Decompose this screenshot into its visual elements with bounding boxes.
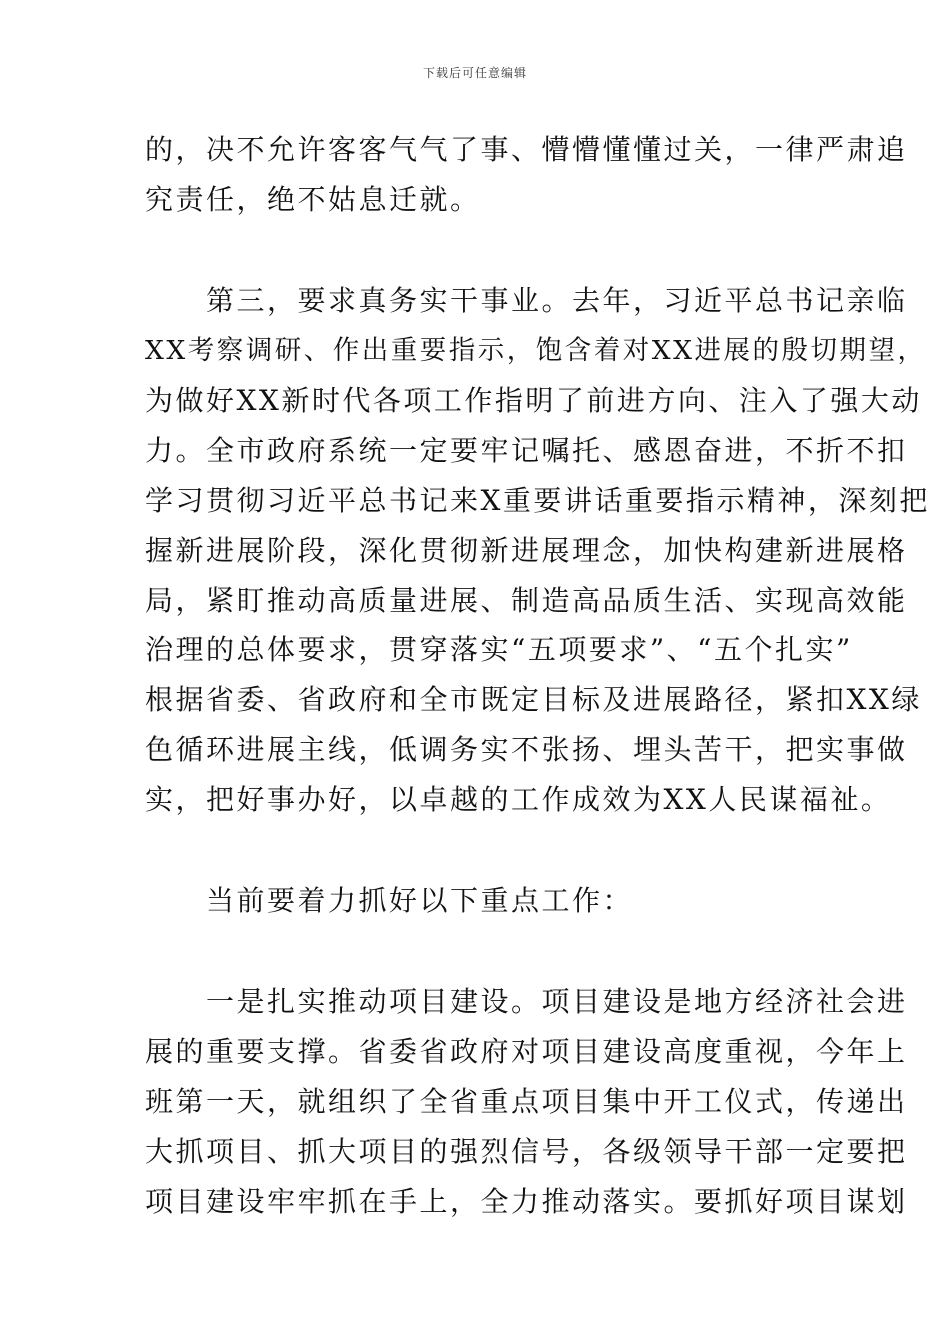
text-line: 学习贯彻习近平总书记来X重要讲话重要指示精神，深刻把 <box>145 484 930 517</box>
text-line: 色循环进展主线，低调务实不张扬、埋头苦干，把实事做 <box>145 733 908 766</box>
text-line: 的，决不允许客客气气了事、懵懵懂懂过关，一律严肃追 <box>145 133 908 166</box>
text-line: 展的重要支撑。省委省政府对项目建设高度重视，今年上 <box>145 1035 908 1068</box>
text-line: 握新进展阶段，深化贯彻新进展理念，加快构建新进展格 <box>145 534 908 567</box>
text-line: 为做好XX新时代各项工作指明了前进方向、注入了强大动 <box>145 384 922 417</box>
text-line: 班第一天，就组织了全省重点项目集中开工仪式，传递出 <box>145 1085 908 1118</box>
text-line: 第三，要求真务实干事业。去年，习近平总书记亲临 <box>145 284 908 317</box>
text-line: 治理的总体要求，贯穿落实“五项要求”、“五个扎实” <box>145 633 853 666</box>
text-line: 根据省委、省政府和全市既定目标及进展路径，紧扣XX绿 <box>145 683 922 716</box>
text-line: 大抓项目、抓大项目的强烈信号，各级领导干部一定要把 <box>145 1135 908 1168</box>
text-line: XX考察调研、作出重要指示，饱含着对XX进展的殷切期望， <box>145 335 927 366</box>
text-line: 项目建设牢牢抓在手上，全力推动落实。要抓好项目谋划 <box>145 1185 908 1218</box>
text-line: 当前要着力抓好以下重点工作： <box>145 884 634 917</box>
text-line: 实，把好事办好，以卓越的工作成效为XX人民谋福祉。 <box>145 783 892 816</box>
text-line: 究责任，绝不姑息迁就。 <box>145 183 481 216</box>
text-line: 一是扎实推动项目建设。项目建设是地方经济社会进 <box>145 985 908 1018</box>
page-header: 下载后可任意编辑 <box>422 66 527 80</box>
text-line: 局，紧盯推动高质量进展、制造高品质生活、实现高效能 <box>145 584 908 617</box>
text-line: 力。全市政府系统一定要牢记嘱托、感恩奋进，不折不扣 <box>145 434 908 467</box>
